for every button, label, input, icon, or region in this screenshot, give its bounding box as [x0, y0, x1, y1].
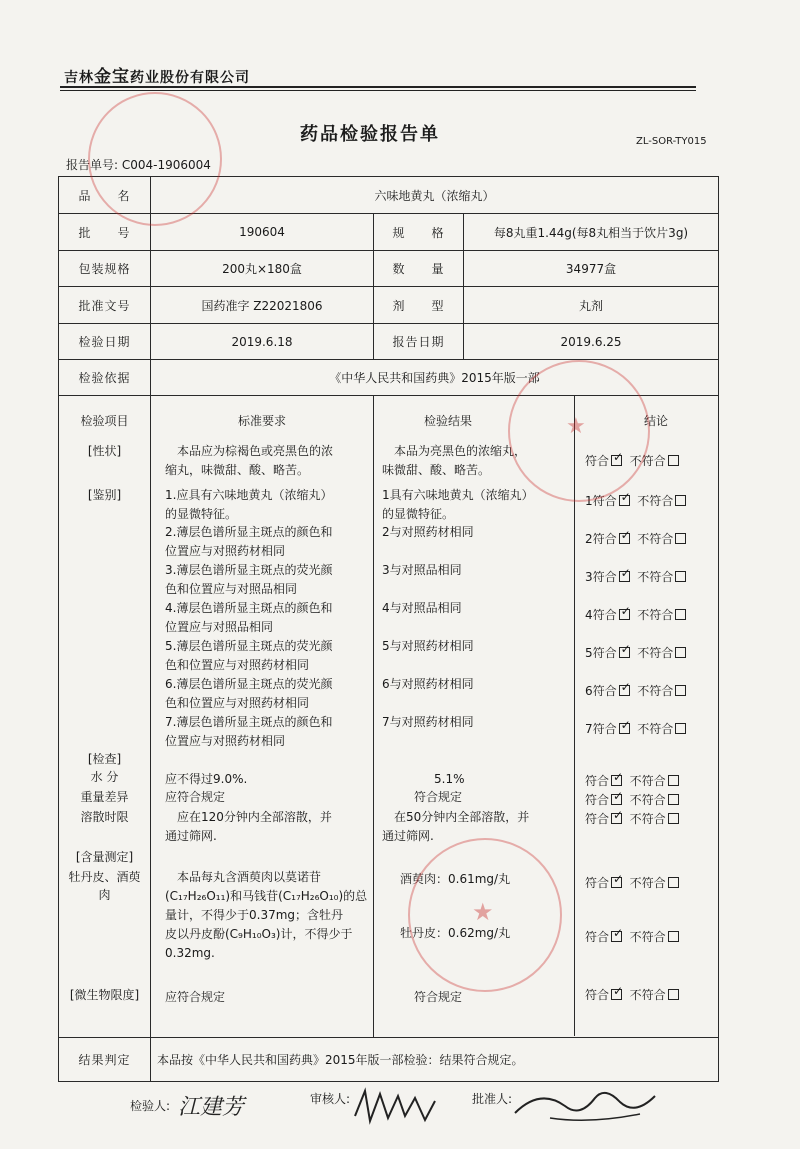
- batch-value: 190604: [151, 214, 374, 251]
- checked-box-icon: [611, 931, 622, 942]
- empty-box-icon: [675, 723, 686, 734]
- empty-box-icon: [675, 495, 686, 506]
- standard-line: 应符合规定: [165, 990, 226, 1004]
- verdict-row: [585, 720, 686, 737]
- standard-line: 本品每丸含酒萸肉以莫诺苷: [165, 870, 322, 884]
- fail-label: 不符合: [637, 684, 674, 698]
- fail-label: 不符合: [629, 988, 666, 1002]
- verdict-row: [585, 772, 679, 789]
- header-rule-thin: [60, 90, 696, 91]
- result-line: 5与对照药材相同: [382, 639, 474, 653]
- standard-line: 位置应与对照药材相同: [165, 544, 286, 558]
- checked-box-icon: [619, 571, 630, 582]
- verdict-row: [585, 530, 686, 547]
- standard-line: 1.应具有六味地黄丸（浓缩丸）: [165, 488, 333, 502]
- result-line: 酒萸肉：0.61mg/丸: [400, 872, 511, 886]
- tester-signature: 江建芳: [178, 1095, 245, 1120]
- seal-star-icon: ★: [472, 898, 494, 926]
- checked-box-icon: [611, 813, 622, 824]
- product-name: 六味地黄丸（浓缩丸）: [151, 177, 719, 214]
- verdict-number: 3: [585, 570, 593, 584]
- result-line: 5.1%: [434, 772, 465, 786]
- pass-label: 符合: [585, 454, 610, 468]
- verdict-number: 7: [585, 722, 593, 736]
- checked-box-icon: [619, 685, 630, 696]
- result-line: 味微甜、酸、略苦。: [382, 463, 491, 477]
- fail-label: 不符合: [629, 876, 666, 890]
- name-label: 品 名: [59, 177, 151, 214]
- standard-line: 5.薄层色谱所显主斑点的荧光颜: [165, 639, 333, 653]
- fail-label: 不符合: [637, 646, 674, 660]
- header-rule: [60, 86, 696, 88]
- checked-box-icon: [619, 647, 630, 658]
- inspection-table: [58, 176, 719, 1082]
- form-label: 剂 型: [374, 287, 464, 324]
- test-date-label: 检验日期: [59, 324, 151, 360]
- standard-line: 量计，不得少于0.37mg；含牡丹: [165, 908, 344, 922]
- verdict-row: [585, 606, 686, 623]
- verdict-row: [585, 791, 679, 808]
- document-code: ZL-SOR-TY015: [636, 136, 707, 147]
- col-header-standard: 标准要求: [237, 414, 286, 428]
- standard-line: 0.32mg.: [165, 946, 215, 960]
- result-line: 牡丹皮：0.62mg/丸: [400, 926, 511, 940]
- spec-label: 规 格: [374, 214, 464, 251]
- pass-label: 符合: [592, 646, 617, 660]
- fail-label: 不符合: [629, 930, 666, 944]
- approval-label: 批准文号: [59, 287, 151, 324]
- item-dissolve: 溶散时限: [80, 810, 129, 824]
- checked-box-icon: [619, 609, 630, 620]
- content-item-1: 牡丹皮、酒萸: [68, 870, 141, 884]
- result-line: 通过筛网.: [382, 829, 434, 843]
- report-date-label: 报告日期: [374, 324, 464, 360]
- empty-box-icon: [668, 813, 679, 824]
- empty-box-icon: [675, 571, 686, 582]
- report-date-value: 2019.6.25: [464, 324, 719, 360]
- fail-label: 不符合: [637, 494, 674, 508]
- result-line: 7与对照药材相同: [382, 715, 474, 729]
- section-micro: [微生物限度]: [69, 988, 140, 1002]
- result-line: 在50分钟内全部溶散，并: [382, 810, 530, 824]
- standard-line: 4.薄层色谱所显主斑点的颜色和: [165, 601, 333, 615]
- standard-line: 应在120分钟内全部溶散，并: [165, 810, 332, 824]
- fail-label: 不符合: [637, 722, 674, 736]
- empty-box-icon: [675, 533, 686, 544]
- pass-label: 符合: [585, 812, 610, 826]
- result-line: 的显微特征。: [382, 507, 455, 521]
- standard-line: 7.薄层色谱所显主斑点的颜色和: [165, 715, 333, 729]
- result-line: 符合规定: [414, 990, 463, 1004]
- checked-box-icon: [619, 495, 630, 506]
- pass-label: 符合: [585, 930, 610, 944]
- standard-line: 色和位置应与对照药材相同: [165, 696, 310, 710]
- standard-line: 位置应与对照药材相同: [165, 734, 286, 748]
- verdict-number: 2: [585, 532, 593, 546]
- standard-line: 通过筛网.: [165, 829, 217, 843]
- result-line: 1具有六味地黄丸（浓缩丸）: [382, 488, 534, 502]
- empty-box-icon: [668, 794, 679, 805]
- pack-value: 200丸×180盒: [151, 251, 374, 287]
- fail-label: 不符合: [629, 454, 666, 468]
- standard-line: (C₁₇H₂₆O₁₁)和马钱苷(C₁₇H₂₆O₁₀)的总: [165, 889, 368, 903]
- empty-box-icon: [668, 455, 679, 466]
- section-check: [检查]: [87, 752, 122, 766]
- fail-label: 不符合: [637, 532, 674, 546]
- verdict-row: [585, 874, 679, 891]
- standard-line: 皮以丹皮酚(C₉H₁₀O₃)计，不得少于: [165, 927, 353, 941]
- basis-value: 《中华人民共和国药典》2015年版一部: [151, 360, 719, 396]
- content-item-2: 肉: [98, 888, 111, 902]
- tester-label: 检验人:: [130, 1099, 171, 1113]
- qc-seal: [408, 838, 562, 992]
- col-header-result: 检验结果: [424, 414, 473, 428]
- test-date-value: 2019.6.18: [151, 324, 374, 360]
- result-line: 4与对照品相同: [382, 601, 462, 615]
- verdict-row: [585, 928, 679, 945]
- qty-label: 数 量: [374, 251, 464, 287]
- pass-label: 符合: [592, 722, 617, 736]
- verdict-row: [585, 682, 686, 699]
- fail-label: 不符合: [629, 793, 666, 807]
- standard-line: 的显微特征。: [165, 507, 238, 521]
- checked-box-icon: [611, 877, 622, 888]
- pass-label: 符合: [592, 608, 617, 622]
- pass-label: 符合: [585, 876, 610, 890]
- item-water: 水 分: [90, 770, 119, 784]
- section-content: [含量测定]: [75, 850, 134, 864]
- checked-box-icon: [611, 794, 622, 805]
- company-name: 吉林金宝药业股份有限公司: [64, 67, 250, 87]
- verdict-number: 5: [585, 646, 593, 660]
- fail-label: 不符合: [629, 812, 666, 826]
- qa-seal: [508, 360, 650, 502]
- standard-line: 本品应为棕褐色或亮黑色的浓: [165, 444, 334, 458]
- checked-box-icon: [619, 723, 630, 734]
- reviewer-signature: [350, 1086, 440, 1130]
- basis-label: 检验依据: [59, 360, 151, 396]
- document-title: 药品检验报告单: [300, 124, 440, 145]
- pass-label: 符合: [592, 494, 617, 508]
- report-number: 报告单号: C004-1906004: [66, 158, 211, 172]
- section-traits: [性状]: [87, 444, 122, 458]
- result-line: 6与对照药材相同: [382, 677, 474, 691]
- pass-label: 符合: [585, 774, 610, 788]
- empty-box-icon: [675, 609, 686, 620]
- reviewer-label: 审核人:: [310, 1092, 351, 1106]
- standard-line: 应符合规定: [165, 790, 226, 804]
- standard-column: [151, 396, 374, 1038]
- result-line: 本品为亮黑色的浓缩丸，: [382, 444, 527, 458]
- standard-line: 缩丸，味微甜、酸、略苦。: [165, 463, 310, 477]
- standard-line: 色和位置应与对照品相同: [165, 582, 298, 596]
- empty-box-icon: [668, 775, 679, 786]
- approver-label: 批准人:: [472, 1092, 513, 1106]
- verdict-row: [585, 986, 679, 1003]
- empty-box-icon: [668, 931, 679, 942]
- fail-label: 不符合: [637, 570, 674, 584]
- pass-label: 符合: [592, 532, 617, 546]
- pass-label: 符合: [585, 793, 610, 807]
- standard-line: 位置应与对照品相同: [165, 620, 274, 634]
- checked-box-icon: [619, 533, 630, 544]
- checked-box-icon: [611, 775, 622, 786]
- section-ident: [鉴别]: [87, 488, 122, 502]
- empty-box-icon: [668, 877, 679, 888]
- checked-box-icon: [611, 989, 622, 1000]
- pack-label: 包装规格: [59, 251, 151, 287]
- verdict-row: [585, 810, 679, 827]
- result-line: 3与对照品相同: [382, 563, 462, 577]
- verdict-number: 6: [585, 684, 593, 698]
- standard-line: 6.薄层色谱所显主斑点的荧光颜: [165, 677, 333, 691]
- company-seal-top: [88, 92, 222, 226]
- pass-label: 符合: [592, 684, 617, 698]
- conclusion-text: 本品按《中华人民共和国药典》2015年版一部检验：结果符合规定。: [151, 1038, 719, 1082]
- items-column: [59, 396, 151, 1038]
- batch-label: 批 号: [59, 214, 151, 251]
- standard-line: 应不得过9.0%.: [165, 772, 248, 786]
- qty-value: 34977盒: [464, 251, 719, 287]
- empty-box-icon: [668, 989, 679, 1000]
- fail-label: 不符合: [637, 608, 674, 622]
- pass-label: 符合: [592, 570, 617, 584]
- verdict-number: 4: [585, 608, 593, 622]
- fail-label: 不符合: [629, 774, 666, 788]
- standard-line: 2.薄层色谱所显主斑点的颜色和: [165, 525, 333, 539]
- empty-box-icon: [675, 647, 686, 658]
- pass-label: 符合: [585, 988, 610, 1002]
- verdict-row: [585, 644, 686, 661]
- standard-line: 3.薄层色谱所显主斑点的荧光颜: [165, 563, 333, 577]
- item-weight: 重量差异: [80, 790, 129, 804]
- result-line: 2与对照药材相同: [382, 525, 474, 539]
- col-header-item: 检验项目: [80, 414, 129, 428]
- approver-signature: [510, 1078, 660, 1132]
- conclusion-label: 结果判定: [59, 1038, 151, 1082]
- empty-box-icon: [675, 685, 686, 696]
- col-header-verdict: 结论: [644, 414, 669, 428]
- form-value: 丸剂: [464, 287, 719, 324]
- result-line: 符合规定: [414, 790, 463, 804]
- verdict-row: [585, 568, 686, 585]
- seal-star-icon: ★: [566, 414, 586, 439]
- verdict-number: 1: [585, 494, 593, 508]
- standard-line: 色和位置应与对照药材相同: [165, 658, 310, 672]
- spec-value: 每8丸重1.44g(每8丸相当于饮片3g): [464, 214, 719, 251]
- approval-value: 国药准字 Z22021806: [151, 287, 374, 324]
